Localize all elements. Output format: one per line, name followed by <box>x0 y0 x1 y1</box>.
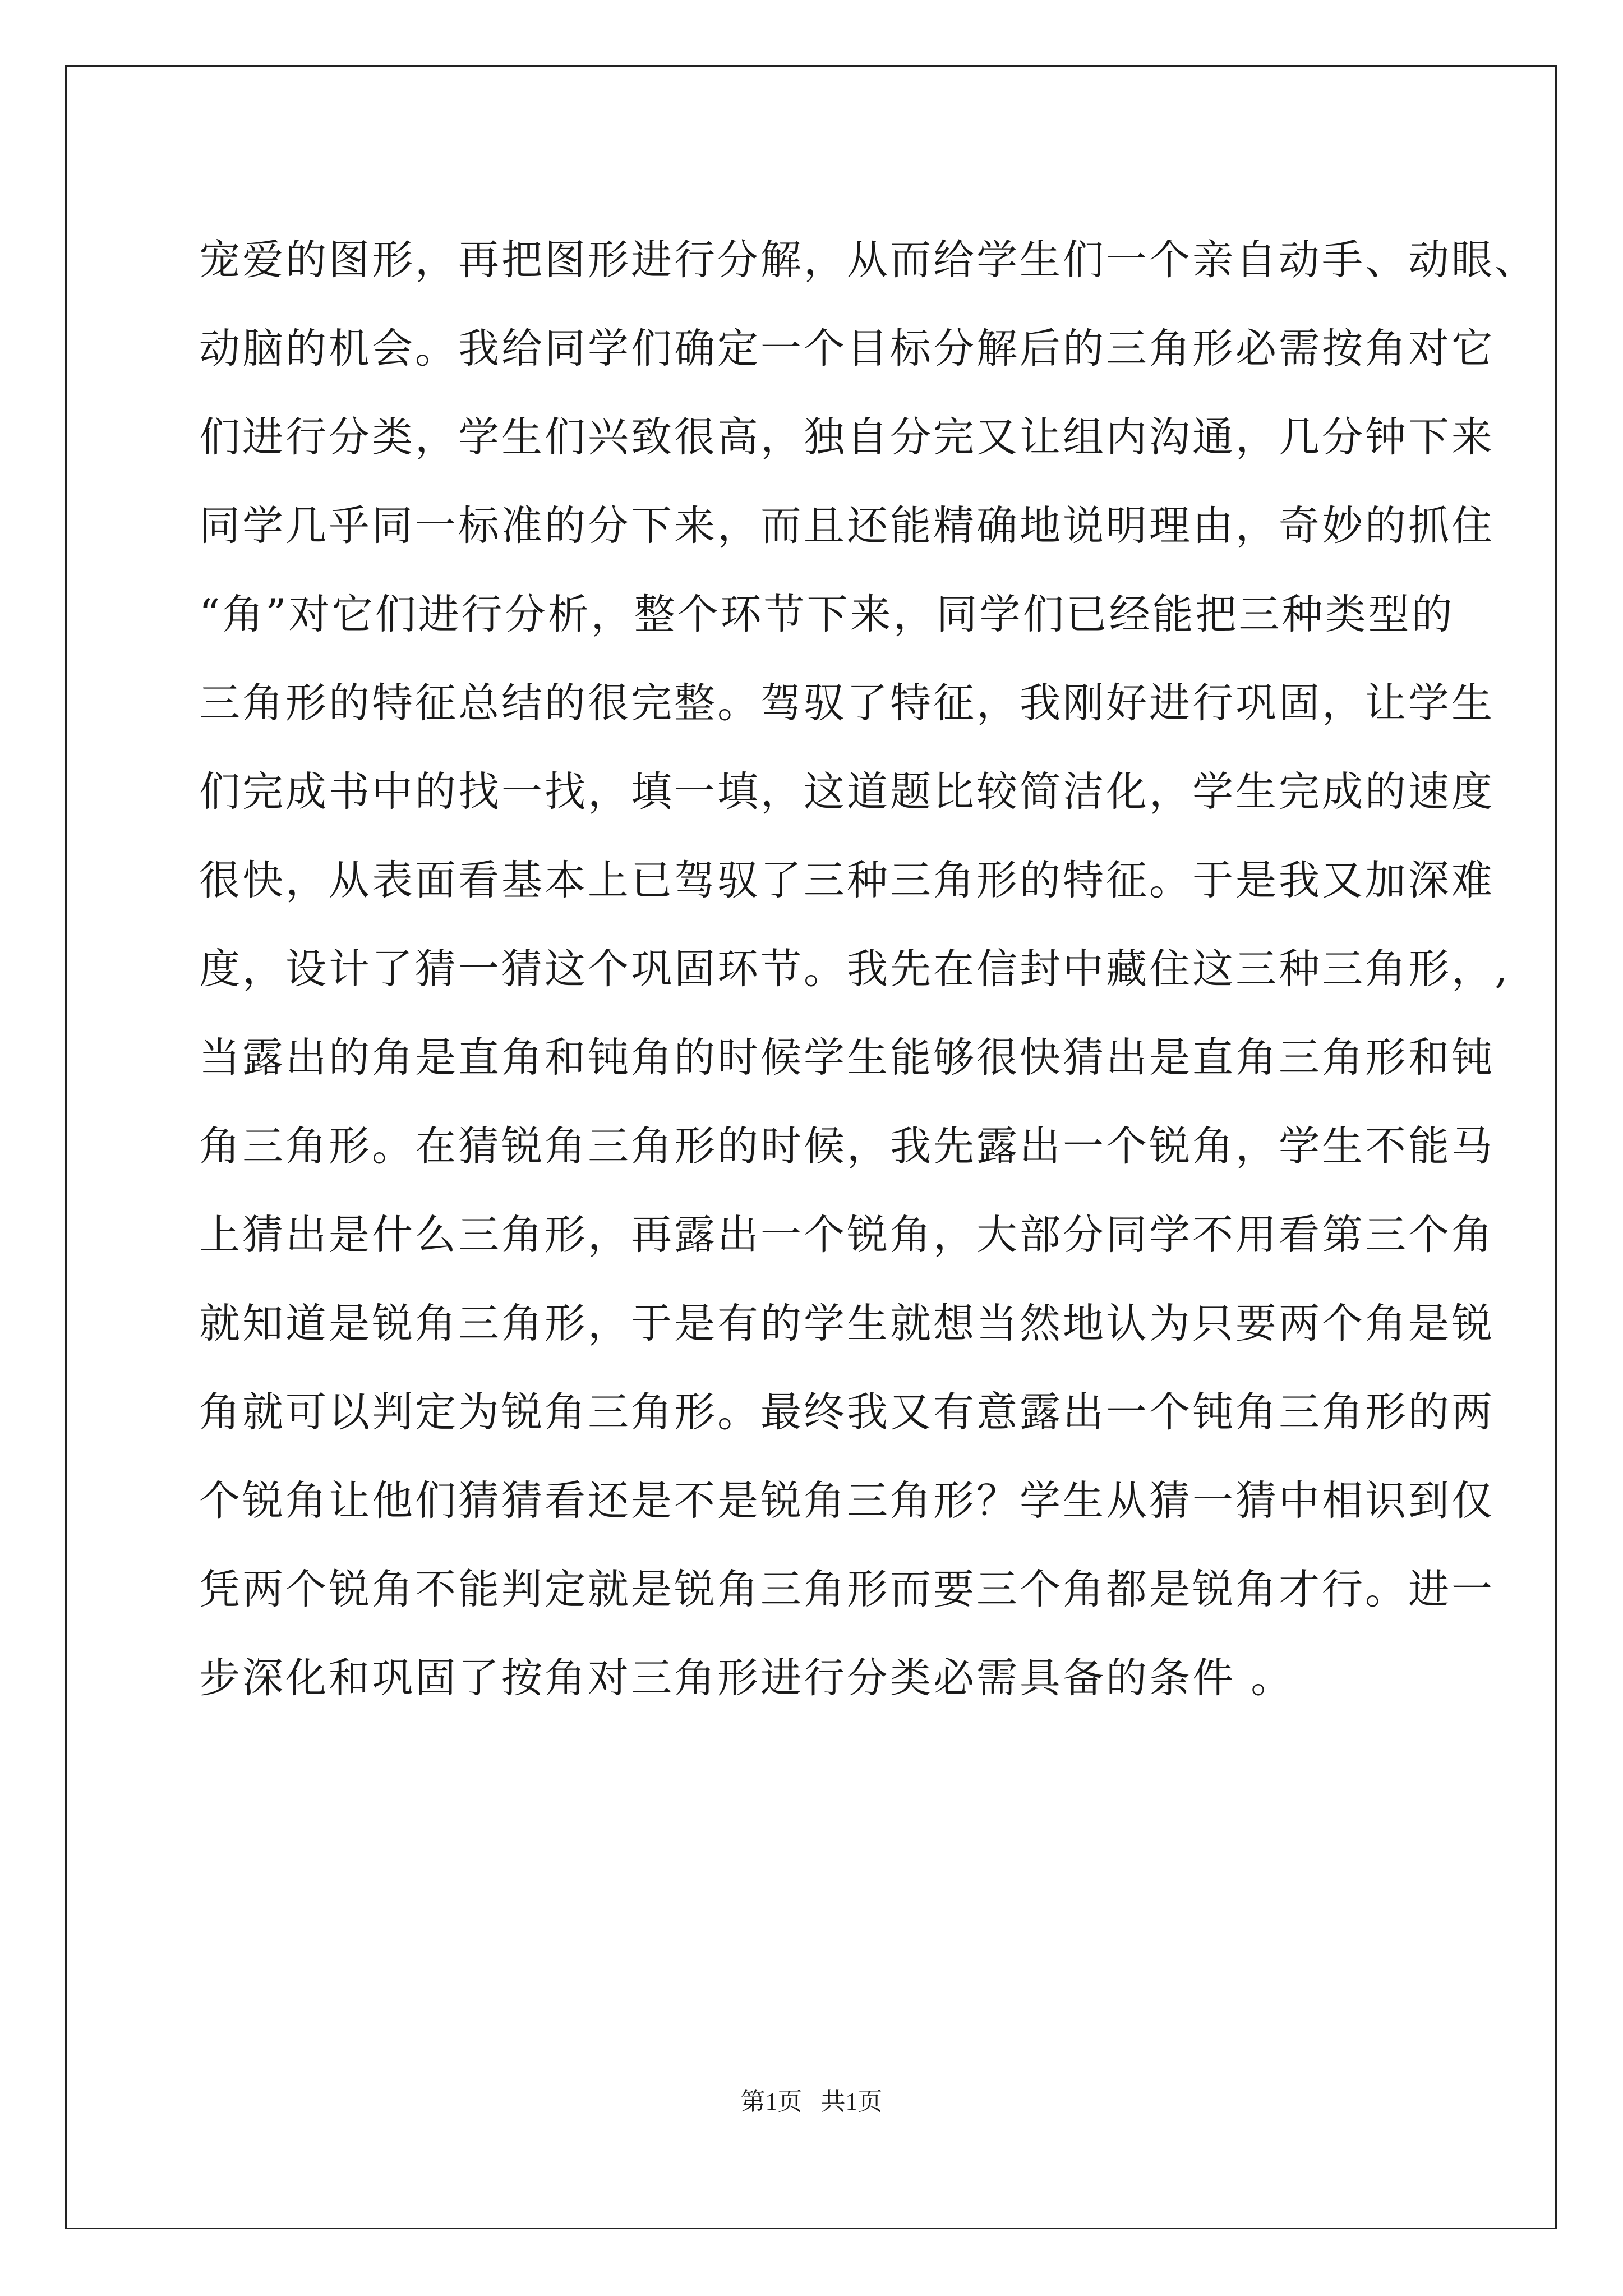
paragraph-line: 步深化和巩固了按角对三角形进行分类必需具备的条件 。 <box>199 1654 1294 1702</box>
paragraph-line: 度，设计了猜一猜这个巩固环节。我先在信封中藏住这三种三角形，, <box>199 945 1510 993</box>
paragraph-line: 宠爱的图形，再把图形进行分解，从而给学生们一个亲自动手、动眼、 <box>199 236 1538 284</box>
paragraph-line: 个锐角让他们猜猜看还是不是锐角三角形？学生从猜一猜中相识到仅 <box>199 1477 1495 1525</box>
document-body <box>199 216 1538 1723</box>
paragraph-line: 上猜出是什么三角形，再露出一个锐角，大部分同学不用看第三个角 <box>199 1211 1495 1259</box>
page-number-footer: 第1页 共1页 <box>740 2088 883 2115</box>
paragraph-line: 角就可以判定为锐角三角形。最终我又有意露出一个钝角三角形的两 <box>199 1388 1495 1436</box>
paragraph-line: 角三角形。在猜锐角三角形的时候，我先露出一个锐角，学生不能马 <box>199 1122 1495 1170</box>
paragraph-line: 们进行分类，学生们兴致很高，独自分完又让组内沟通，几分钟下来 <box>199 413 1495 461</box>
paragraph-line: 凭两个锐角不能判定就是锐角三角形而要三个角都是锐角才行。进一 <box>199 1566 1495 1613</box>
paragraph-line: 三角形的特征总结的很完整。驾驭了特征，我刚好进行巩固，让学生 <box>199 679 1495 727</box>
paragraph-line: 就知道是锐角三角形，于是有的学生就想当然地认为只要两个角是锐 <box>199 1300 1495 1347</box>
paragraph-line: 当露出的角是直角和钝角的时候学生能够很快猜出是直角三角形和钝 <box>199 1034 1495 1082</box>
paragraph-line: 同学几乎同一标准的分下来，而且还能精确地说明理由，奇妙的抓住 <box>199 502 1495 550</box>
paragraph-line: “角”对它们进行分析，整个环节下来，同学们已经能把三种类型的 <box>199 591 1455 638</box>
paragraph-line: 动脑的机会。我给同学们确定一个目标分解后的三角形必需按角对它 <box>199 325 1495 372</box>
paragraph-line: 们完成书中的找一找，填一填，这道题比较简洁化，学生完成的速度 <box>199 768 1495 816</box>
paragraph-line: 很快，从表面看基本上已驾驭了三种三角形的特征。于是我又加深难 <box>199 857 1495 904</box>
